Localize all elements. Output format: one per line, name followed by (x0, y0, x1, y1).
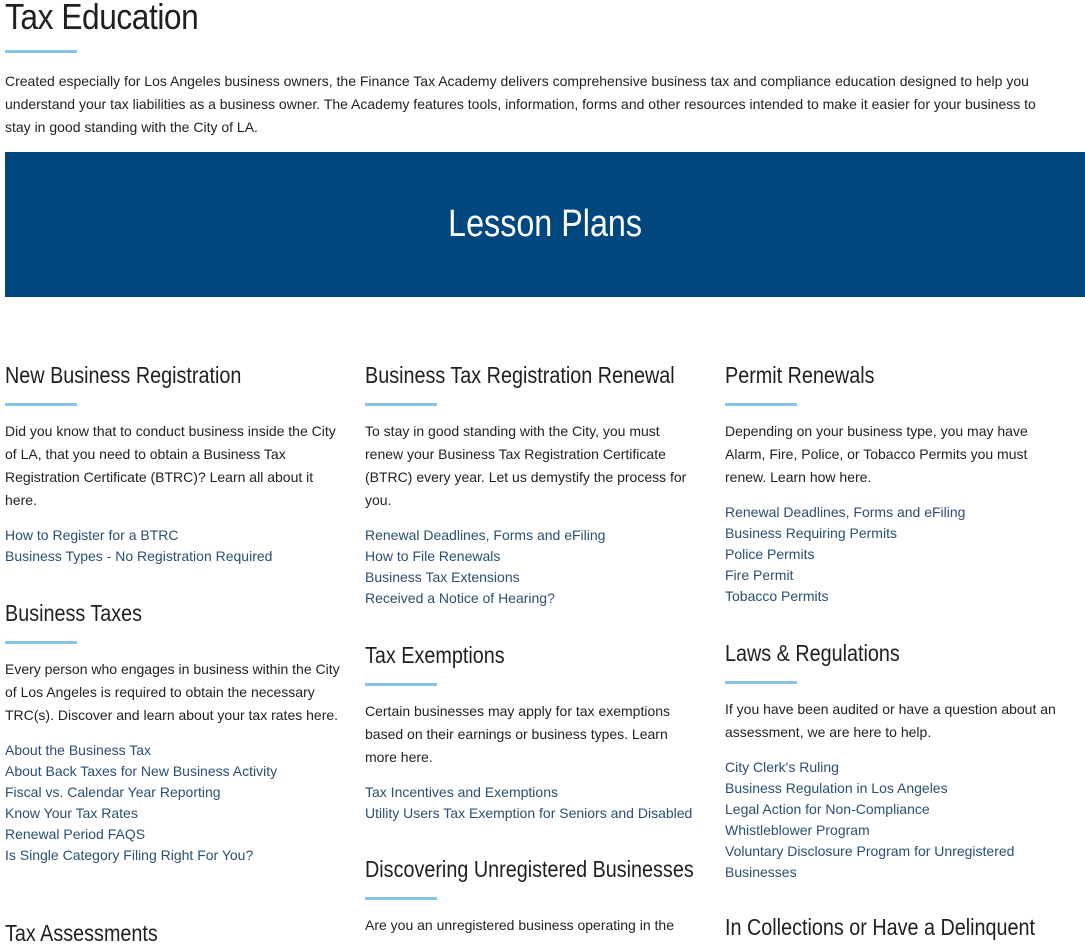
list-item (5, 546, 340, 567)
section-title: Laws & Regulations (725, 640, 900, 666)
link-city-clerks-ruling[interactable]: City Clerk's Ruling (725, 759, 839, 775)
section-business-taxes (5, 599, 340, 866)
link-legal-action[interactable]: Legal Action for Non-Compliance (725, 801, 930, 817)
list-item (365, 803, 700, 824)
section-title: Business Taxes (5, 600, 143, 626)
section-description: Certain businesses may apply for tax exemptions based on their earnings or business types. Learn more here. (365, 703, 671, 765)
title-underline (5, 50, 77, 53)
list-item (365, 588, 700, 609)
section-title: New Business Registration (5, 362, 242, 388)
list-item (725, 841, 1060, 883)
section-laws-regulations (725, 639, 1060, 883)
list-item (365, 782, 700, 803)
link-business-types-no-registration[interactable]: Business Types - No Registration Required (5, 548, 273, 564)
list-item (725, 820, 1060, 841)
section-underline (5, 403, 77, 406)
section-title: In Collections or Have a Delinquent (725, 914, 1036, 940)
link-know-tax-rates[interactable]: Know Your Tax Rates (5, 805, 138, 821)
list-item (5, 740, 340, 761)
section-links (365, 525, 700, 609)
list-item (725, 502, 1060, 523)
section-title: Tax Assessments (5, 920, 158, 946)
section-underline (365, 897, 437, 900)
section-new-business-registration (5, 361, 340, 567)
section-description: If you have been audited or have a question about an assessment, we are here to help. (725, 701, 1056, 740)
section-tax-assessments (5, 919, 340, 947)
intro-paragraph: Created especially for Los Angeles business owners, the Finance Tax Academy delivers comprehensive business tax and compliance education designed to help you understand your tax liabilities as a business owner. The Academy features tools, information, forms and other resources intended to make it easier for your business to stay in good standing with the City of LA. (5, 73, 1036, 135)
section-title: Permit Renewals (725, 362, 875, 388)
link-utility-users-tax-exemption[interactable]: Utility Users Tax Exemption for Seniors and Disabled (365, 805, 693, 821)
list-item (725, 778, 1060, 799)
section-tax-exemptions (365, 641, 700, 824)
list-item (5, 824, 340, 845)
section-links (365, 782, 700, 824)
link-business-regulation[interactable]: Business Regulation in Los Angeles (725, 780, 948, 796)
list-item (365, 567, 700, 588)
banner-title: Lesson Plans (448, 203, 642, 245)
list-item (725, 586, 1060, 607)
link-tax-incentives[interactable]: Tax Incentives and Exemptions (365, 784, 558, 800)
link-tobacco-permits[interactable]: Tobacco Permits (725, 588, 829, 604)
link-whistleblower-program[interactable]: Whistleblower Program (725, 822, 870, 838)
section-links (725, 502, 1060, 607)
section-discovering-unregistered (365, 855, 700, 937)
list-item (5, 761, 340, 782)
section-description: Depending on your business type, you may have Alarm, Fire, Police, or Tobacco Permits you must renew. Learn how here. (725, 423, 1028, 485)
link-renewal-period-faqs[interactable]: Renewal Period FAQS (5, 826, 146, 842)
link-police-permits[interactable]: Police Permits (725, 546, 815, 562)
section-links (5, 525, 340, 567)
link-renewal-deadlines[interactable]: Renewal Deadlines, Forms and eFiling (365, 527, 606, 543)
section-links (5, 740, 340, 866)
link-notice-of-hearing[interactable]: Received a Notice of Hearing? (365, 590, 555, 606)
section-permit-renewals (725, 361, 1060, 607)
list-item (725, 565, 1060, 586)
list-item (725, 799, 1060, 820)
link-business-tax-extensions[interactable]: Business Tax Extensions (365, 569, 520, 585)
list-item (5, 782, 340, 803)
list-item (365, 525, 700, 546)
page-title: Tax Education (5, 0, 199, 37)
section-collections (725, 913, 1060, 941)
section-description: Did you know that to conduct business inside the City of LA, that you need to obtain a Business Tax Registration Certificate (BTRC)? Learn all about it here. (5, 423, 336, 508)
link-how-to-file-renewals[interactable]: How to File Renewals (365, 548, 501, 564)
link-fire-permit[interactable]: Fire Permit (725, 567, 794, 583)
section-description: To stay in good standing with the City, you must renew your Business Tax Registration Certificate (BTRC) every year. Let us demystify the process for you. (365, 423, 687, 508)
link-single-category-filing[interactable]: Is Single Category Filing Right For You? (5, 847, 254, 863)
link-voluntary-disclosure[interactable]: Voluntary Disclosure Program for Unregistered Businesses (725, 843, 1015, 880)
section-underline (5, 641, 77, 644)
section-title: Discovering Unregistered Businesses (365, 856, 694, 882)
list-item (365, 546, 700, 567)
section-underline (725, 681, 797, 684)
list-item (5, 525, 340, 546)
link-permit-renewal-deadlines[interactable]: Renewal Deadlines, Forms and eFiling (725, 504, 966, 520)
section-description: Every person who engages in business within the City of Los Angeles is required to obtain the necessary TRC(s). Discover and learn about your tax rates here. (5, 661, 340, 723)
section-btrc-renewal (365, 361, 700, 609)
link-about-business-tax[interactable]: About the Business Tax (5, 742, 152, 758)
section-underline (365, 403, 437, 406)
section-title: Tax Exemptions (365, 642, 505, 668)
link-fiscal-vs-calendar[interactable]: Fiscal vs. Calendar Year Reporting (5, 784, 221, 800)
link-business-requiring-permits[interactable]: Business Requiring Permits (725, 525, 897, 541)
lesson-plans-banner (5, 152, 1085, 297)
section-title: Business Tax Registration Renewal (365, 362, 675, 388)
list-item (5, 803, 340, 824)
section-underline (725, 403, 797, 406)
section-description: Are you an unregistered business operating in the (365, 917, 674, 933)
section-links (725, 757, 1060, 883)
list-item (725, 544, 1060, 565)
list-item (725, 523, 1060, 544)
link-how-to-register-btrc[interactable]: How to Register for a BTRC (5, 527, 179, 543)
list-item (5, 845, 340, 866)
link-back-taxes[interactable]: About Back Taxes for New Business Activity (5, 763, 278, 779)
section-underline (365, 683, 437, 686)
list-item (725, 757, 1060, 778)
